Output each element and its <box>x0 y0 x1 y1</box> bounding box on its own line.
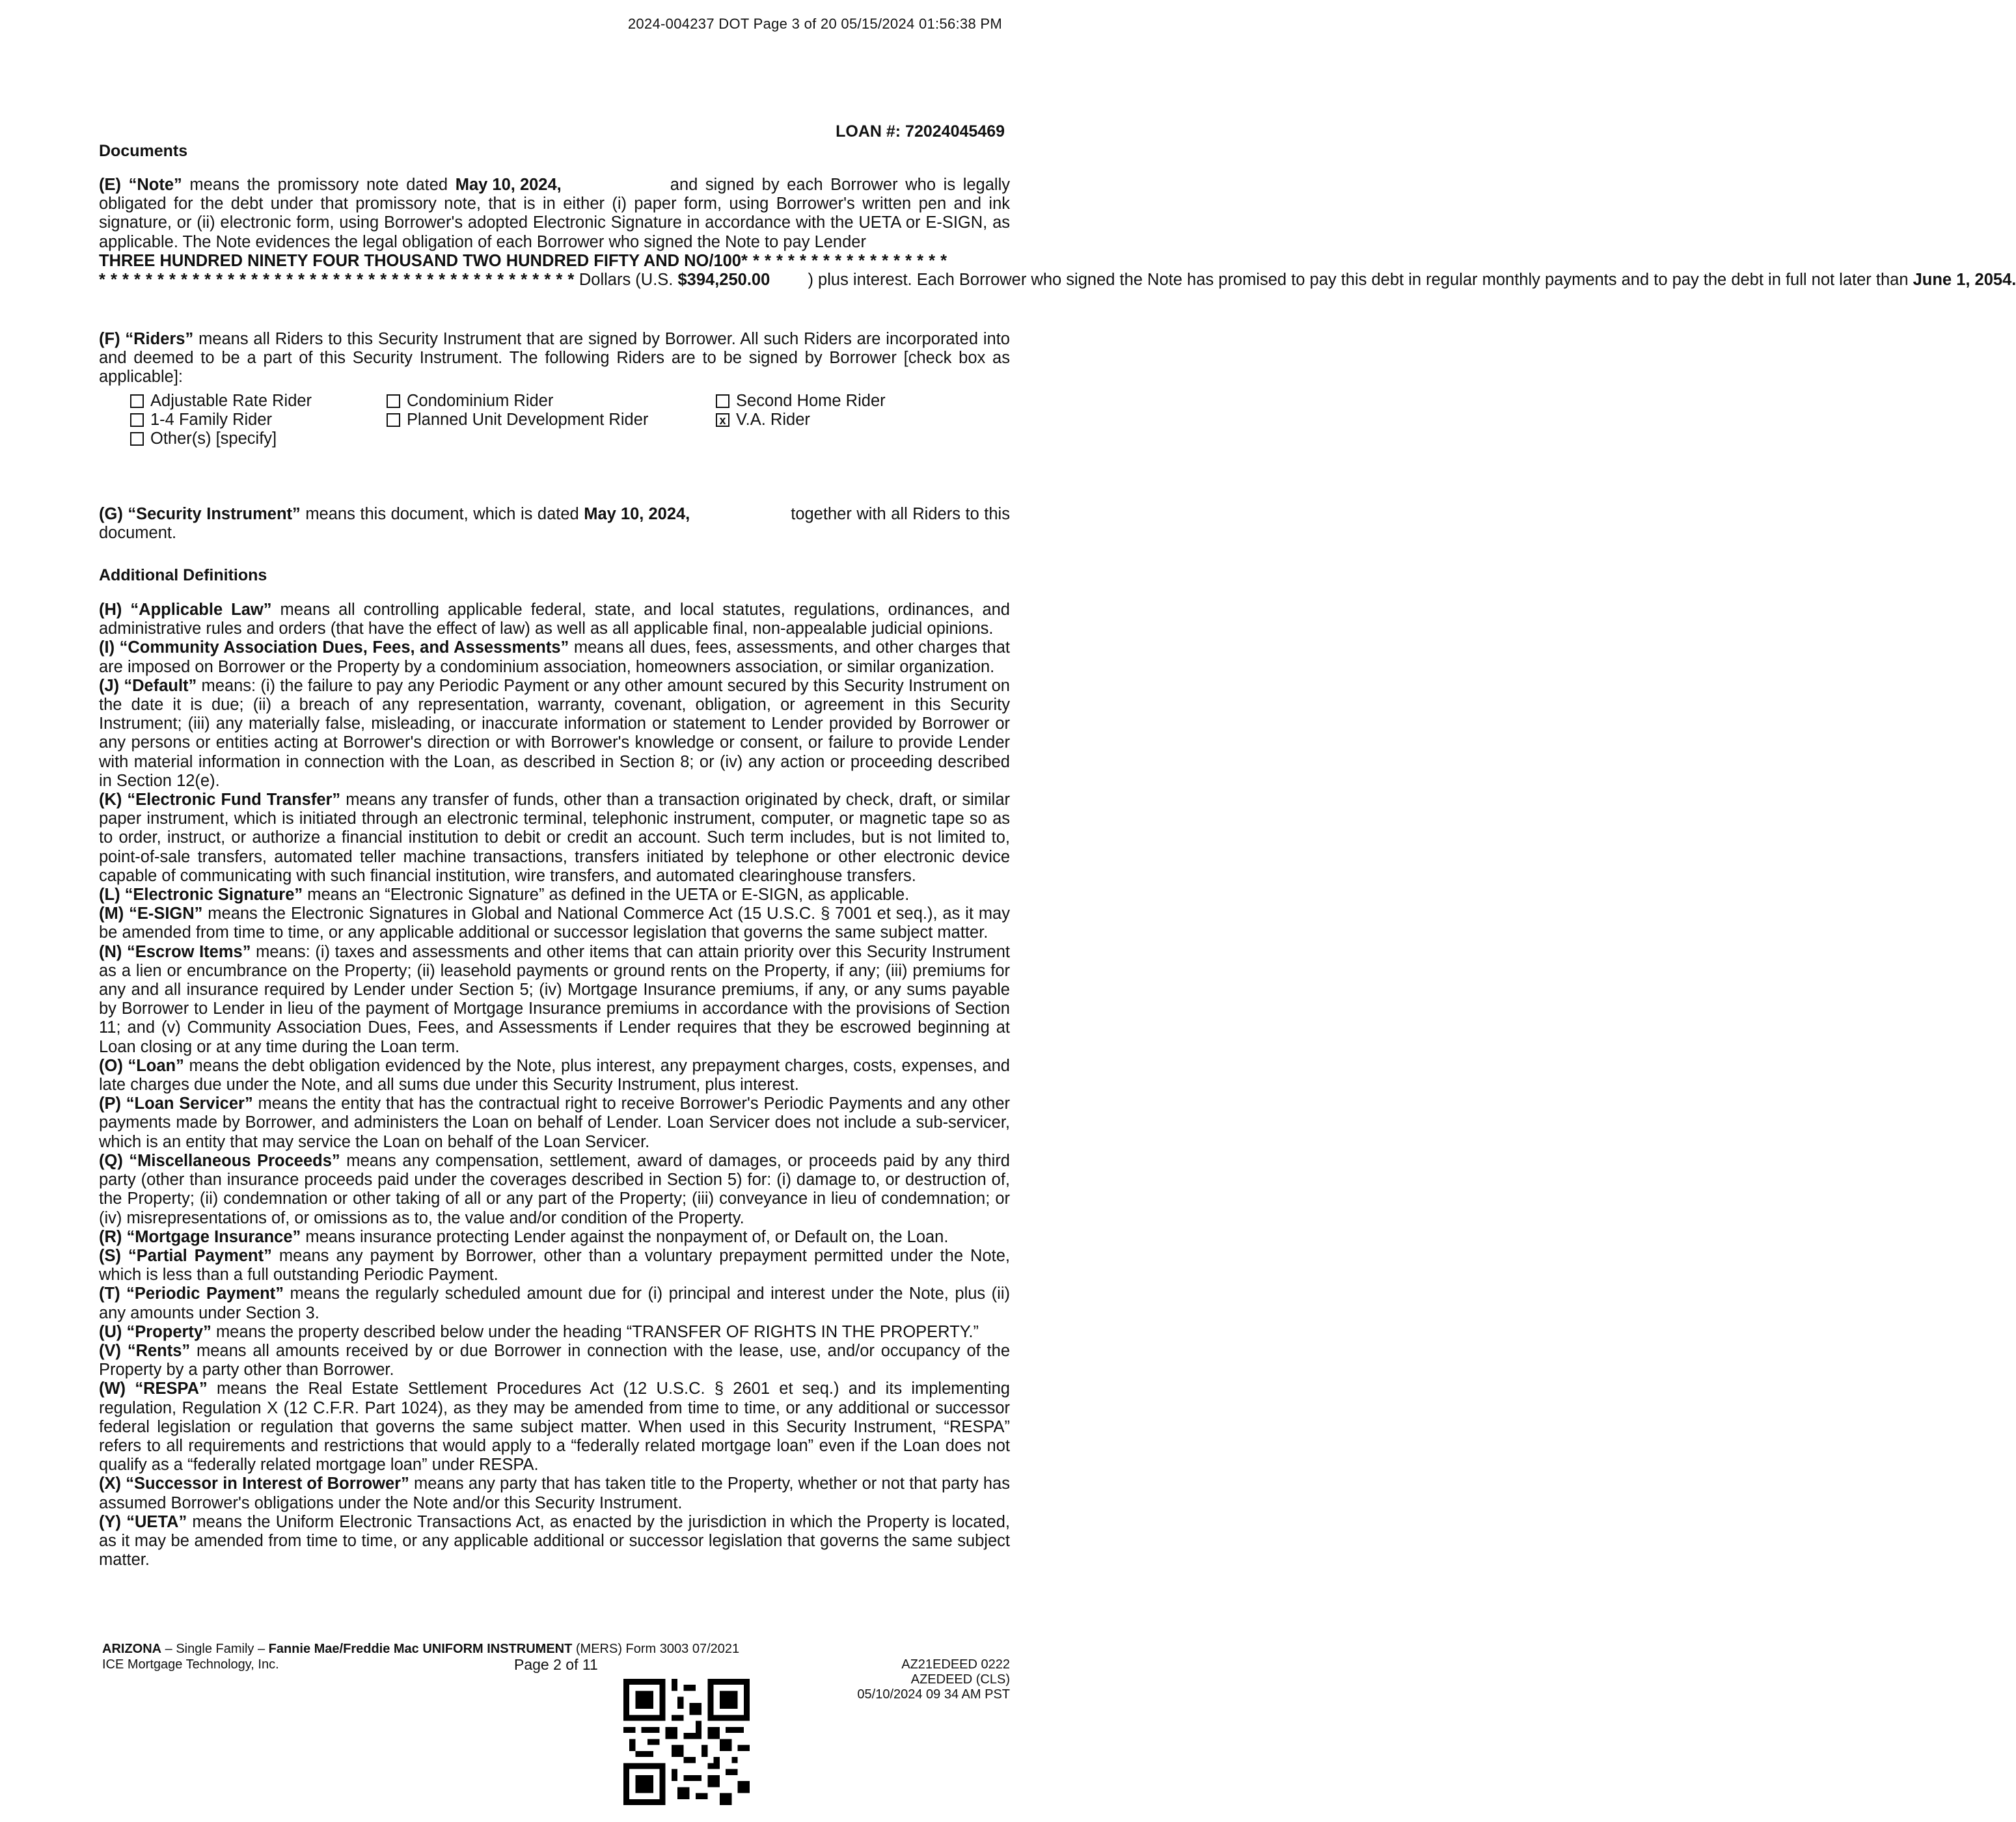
section-heading-additional: Additional Definitions <box>99 566 267 584</box>
note-date: May 10, 2024, <box>455 176 562 194</box>
rider-adjustable-rate[interactable]: Adjustable Rate Rider <box>130 392 312 411</box>
definition-escrow-items: (N) “Escrow Items” means: (i) taxes and assessments and other items that can attain priority over this Security Instrument as a lien or encumbrance on the Property; (ii) leasehold payments or ground rents on the Property, if any; (iii) premiums for any and all insurance required by Lender under Section 5; (iv) Mortgage Insurance premiums, if any, or any sums payable by Borrower to Lender in lieu of the payment of Mortgage Insurance premiums in accordance with the provisions of Section 11; and (v) Community Association Dues, Fees, and Assessments if Lender requires that they be escrowed beginning at Loan closing or at any time during the Loan term. <box>99 942 1011 1056</box>
security-date: May 10, 2024, <box>584 505 690 523</box>
rider-condominium[interactable]: Condominium Rider <box>387 392 553 411</box>
definition-e-sign: (M) “E-SIGN” means the Electronic Signatures in Global and National Commerce Act (15 U.S.C. § 7001 et seq.), as it may be amended from time to time, or any applicable additional or successor legislation that governs the same subject matter. <box>99 904 1010 942</box>
definition-partial-payment: (S) “Partial Payment” means any payment by Borrower, other than a voluntary prepayment permitted under the Note, which is less than a full outstanding Periodic Payment. <box>99 1246 1010 1285</box>
definition-ueta: (Y) “UETA” means the Uniform Electronic Transactions Act, as enacted by the jurisdiction in which the Property is located, as it may be amended from time to time, or any applicable additional or successor legislation that governs the same subject matter. <box>99 1512 1010 1570</box>
checkbox-icon[interactable] <box>130 394 144 408</box>
additional-definitions <box>99 601 1010 1570</box>
definition-electronic-fund-transfer: (K) “Electronic Fund Transfer” means any transfer of funds, other than a transaction originated by check, draft, or similar paper instrument, which is initiated through an electronic terminal, telephonic instrument, computer, or magnetic tape so as to order, instruct, or authorize a financial institution to debit or credit an account. Such term includes, but is not limited to, point-of-sale transfers, automated teller machine transactions, transfers initiated by telephone or other electronic device capable of communicating with such financial institution, wire transfers, and automated clearinghouse transfers. <box>99 791 1010 885</box>
definition-miscellaneous-proceeds: (Q) “Miscellaneous Proceeds” means any compensation, settlement, award of damages, or proceeds paid by any third party (other than insurance proceeds paid under the coverages described in Section 5) for: (i) damage to, or destruction of, the Property; (ii) condemnation or other taking of all or any part of the Property; (iii) conveyance in lieu of condemnation; or (iv) misrepresentations of, or omissions as to, the value and/or condition of the Property. <box>99 1151 1010 1227</box>
definition-security-instrument: (G) “Security Instrument” means this document, which is dated May 10, 2024, together with all Riders to this document. <box>99 505 1010 543</box>
vendor-name: ICE Mortgage Technology, Inc. <box>102 1657 279 1672</box>
definition-applicable-law: (H) “Applicable Law” means all controlling applicable federal, state, and local statutes, regulations, ordinances, and administrative rules and orders (that have the effect of law) as well as all applicable final, non-appealable judicial opinions. <box>99 601 1010 638</box>
checkbox-icon[interactable] <box>130 413 144 427</box>
definition-note: (E) “Note” means the promissory note dated May 10, 2024, and signed by each Borrower who is legally obligated for the debt under that promissory note, that is in either (i) paper form, using Borrower's written pen and ink signature, or (ii) electronic form, using Borrower's adopted Electronic Signature in accordance with the UETA or E-SIGN, as applicable. The Note evidences the legal obligation of each Borrower who signed the Note to pay Lender THREE HUNDRED NINETY FOUR THOUSAND TWO HUNDRED FIFTY AND NO/100* * * * * * * * * * * * * * * * * * * * * * * * * * * * * * * * * * * * * * * * * * * * * * * * * * * * * * * * * * * Dollars (U.S. $394,250.00 ) plus interest. Each Borrower who signed the Note has promised to pay this debt in regular monthly payments and to pay the debt in full not later than June 1, 2054. <box>99 176 2016 290</box>
form-codes: AZ21EDEED 0222 AZEDEED (CLS) 05/10/2024 09 34 AM PST <box>857 1657 1010 1702</box>
note-amount: $394,250.00 <box>677 271 770 290</box>
note-maturity-date: June 1, 2054. <box>1913 271 2016 290</box>
definition-respa: (W) “RESPA” means the Real Estate Settlement Procedures Act (12 U.S.C. § 2601 et seq.) and its implementing regulation, Regulation X (12 C.F.R. Part 1024), as they may be amended from time to time, or any additional or successor federal legislation or regulation that governs the same subject matter. When used in this Security Instrument, “RESPA” refers to all requirements and restrictions that would apply to a “federally related mortgage loan” even if the Loan does not qualify as a “federally related mortgage loan” under RESPA. <box>99 1380 1010 1475</box>
rider-others[interactable]: Other(s) [specify] <box>130 429 277 448</box>
checkbox-checked-icon[interactable]: x <box>716 413 729 427</box>
section-heading-documents: Documents <box>99 142 188 160</box>
definition-rents: (V) “Rents” means all amounts received by or due Borrower in connection with the lease, use, and/or occupancy of the Property by a party other than Borrower. <box>99 1341 1010 1380</box>
rider-1-4-family[interactable]: 1-4 Family Rider <box>130 411 272 429</box>
recording-stamp: 2024-004237 DOT Page 3 of 20 05/15/2024 01:56:38 PM <box>627 16 1002 32</box>
definition-periodic-payment: (T) “Periodic Payment” means the regularly scheduled amount due for (i) principal and interest under the Note, plus (ii) any amounts under Section 3. <box>99 1285 1010 1322</box>
rider-second-home[interactable]: Second Home Rider <box>716 392 886 411</box>
definition-electronic-signature: (L) “Electronic Signature” means an “Electronic Signature” as defined in the UETA or E-SIGN, as applicable. <box>99 886 910 904</box>
definition-community-association: (I) “Community Association Dues, Fees, and Assessments” means all dues, fees, assessments, and other charges that are imposed on Borrower or the Property by a condominium association, homeowners association, or similar organization. <box>99 638 1010 676</box>
definition-mortgage-insurance: (R) “Mortgage Insurance” means insurance protecting Lender against the nonpayment of, or Default on, the Loan. <box>99 1227 949 1246</box>
definition-loan: (O) “Loan” means the debt obligation evidenced by the Note, plus interest, any prepayment charges, costs, expenses, and late charges due under the Note, and all sums due under this Security Instrument, plus interest. <box>99 1056 1010 1095</box>
qr-code-icon <box>623 1679 750 1805</box>
checkbox-icon[interactable] <box>130 432 144 446</box>
definition-successor-in-interest: (X) “Successor in Interest of Borrower” means any party that has taken title to the Property, whether or not that party has assumed Borrower's obligations under the Note and/or this Security Instrument. <box>99 1475 1010 1512</box>
checkbox-icon[interactable] <box>716 394 729 408</box>
definition-riders: (F) “Riders” means all Riders to this Security Instrument that are signed by Borrower. All such Riders are incorporated into and deemed to be a part of this Security Instrument. The following Riders are to be signed by Borrower [check box as applicable]: <box>99 330 1010 387</box>
note-amount-words: THREE HUNDRED NINETY FOUR THOUSAND TWO HUNDRED FIFTY AND NO/100 <box>99 251 741 270</box>
note-label: (E) “Note” <box>99 176 182 194</box>
page-number: Page 2 of 11 <box>514 1656 598 1673</box>
definition-loan-servicer: (P) “Loan Servicer” means the entity that has the contractual right to receive Borrower's Periodic Payments and any other payments made by Borrower, and administers the Loan on behalf of Lender. Loan Servicer does not include a sub-servicer, which is an entity that may service the Loan on behalf of the Loan Servicer. <box>99 1095 1011 1151</box>
loan-number: LOAN #: 72024045469 <box>836 122 1005 141</box>
form-identifier: ARIZONA – Single Family – Fannie Mae/Freddie Mac UNIFORM INSTRUMENT (MERS) Form 3003 07/2021 <box>102 1642 740 1656</box>
checkbox-icon[interactable] <box>387 413 400 427</box>
definition-default: (J) “Default” means: (i) the failure to pay any Periodic Payment or any other amount secured by this Security Instrument on the date it is due; (ii) a breach of any representation, warranty, covenant, obligation, or agreement in this Security Instrument; (iii) any materially false, misleading, or inaccurate information or statement to Lender provided by Borrower or any persons or entities acting at Borrower's direction or with Borrower's knowledge or consent, or failure to provide Lender with material information in connection with the Loan, as described in Section 8; or (iv) any action or proceeding described in Section 12(e). <box>99 676 1010 790</box>
checkbox-icon[interactable] <box>387 394 400 408</box>
rider-planned-unit-development[interactable]: Planned Unit Development Rider <box>387 411 648 429</box>
definition-property: (U) “Property” means the property described below under the heading “TRANSFER OF RIGHTS IN THE PROPERTY.” <box>99 1322 979 1341</box>
rider-va[interactable]: x V.A. Rider <box>716 411 810 429</box>
